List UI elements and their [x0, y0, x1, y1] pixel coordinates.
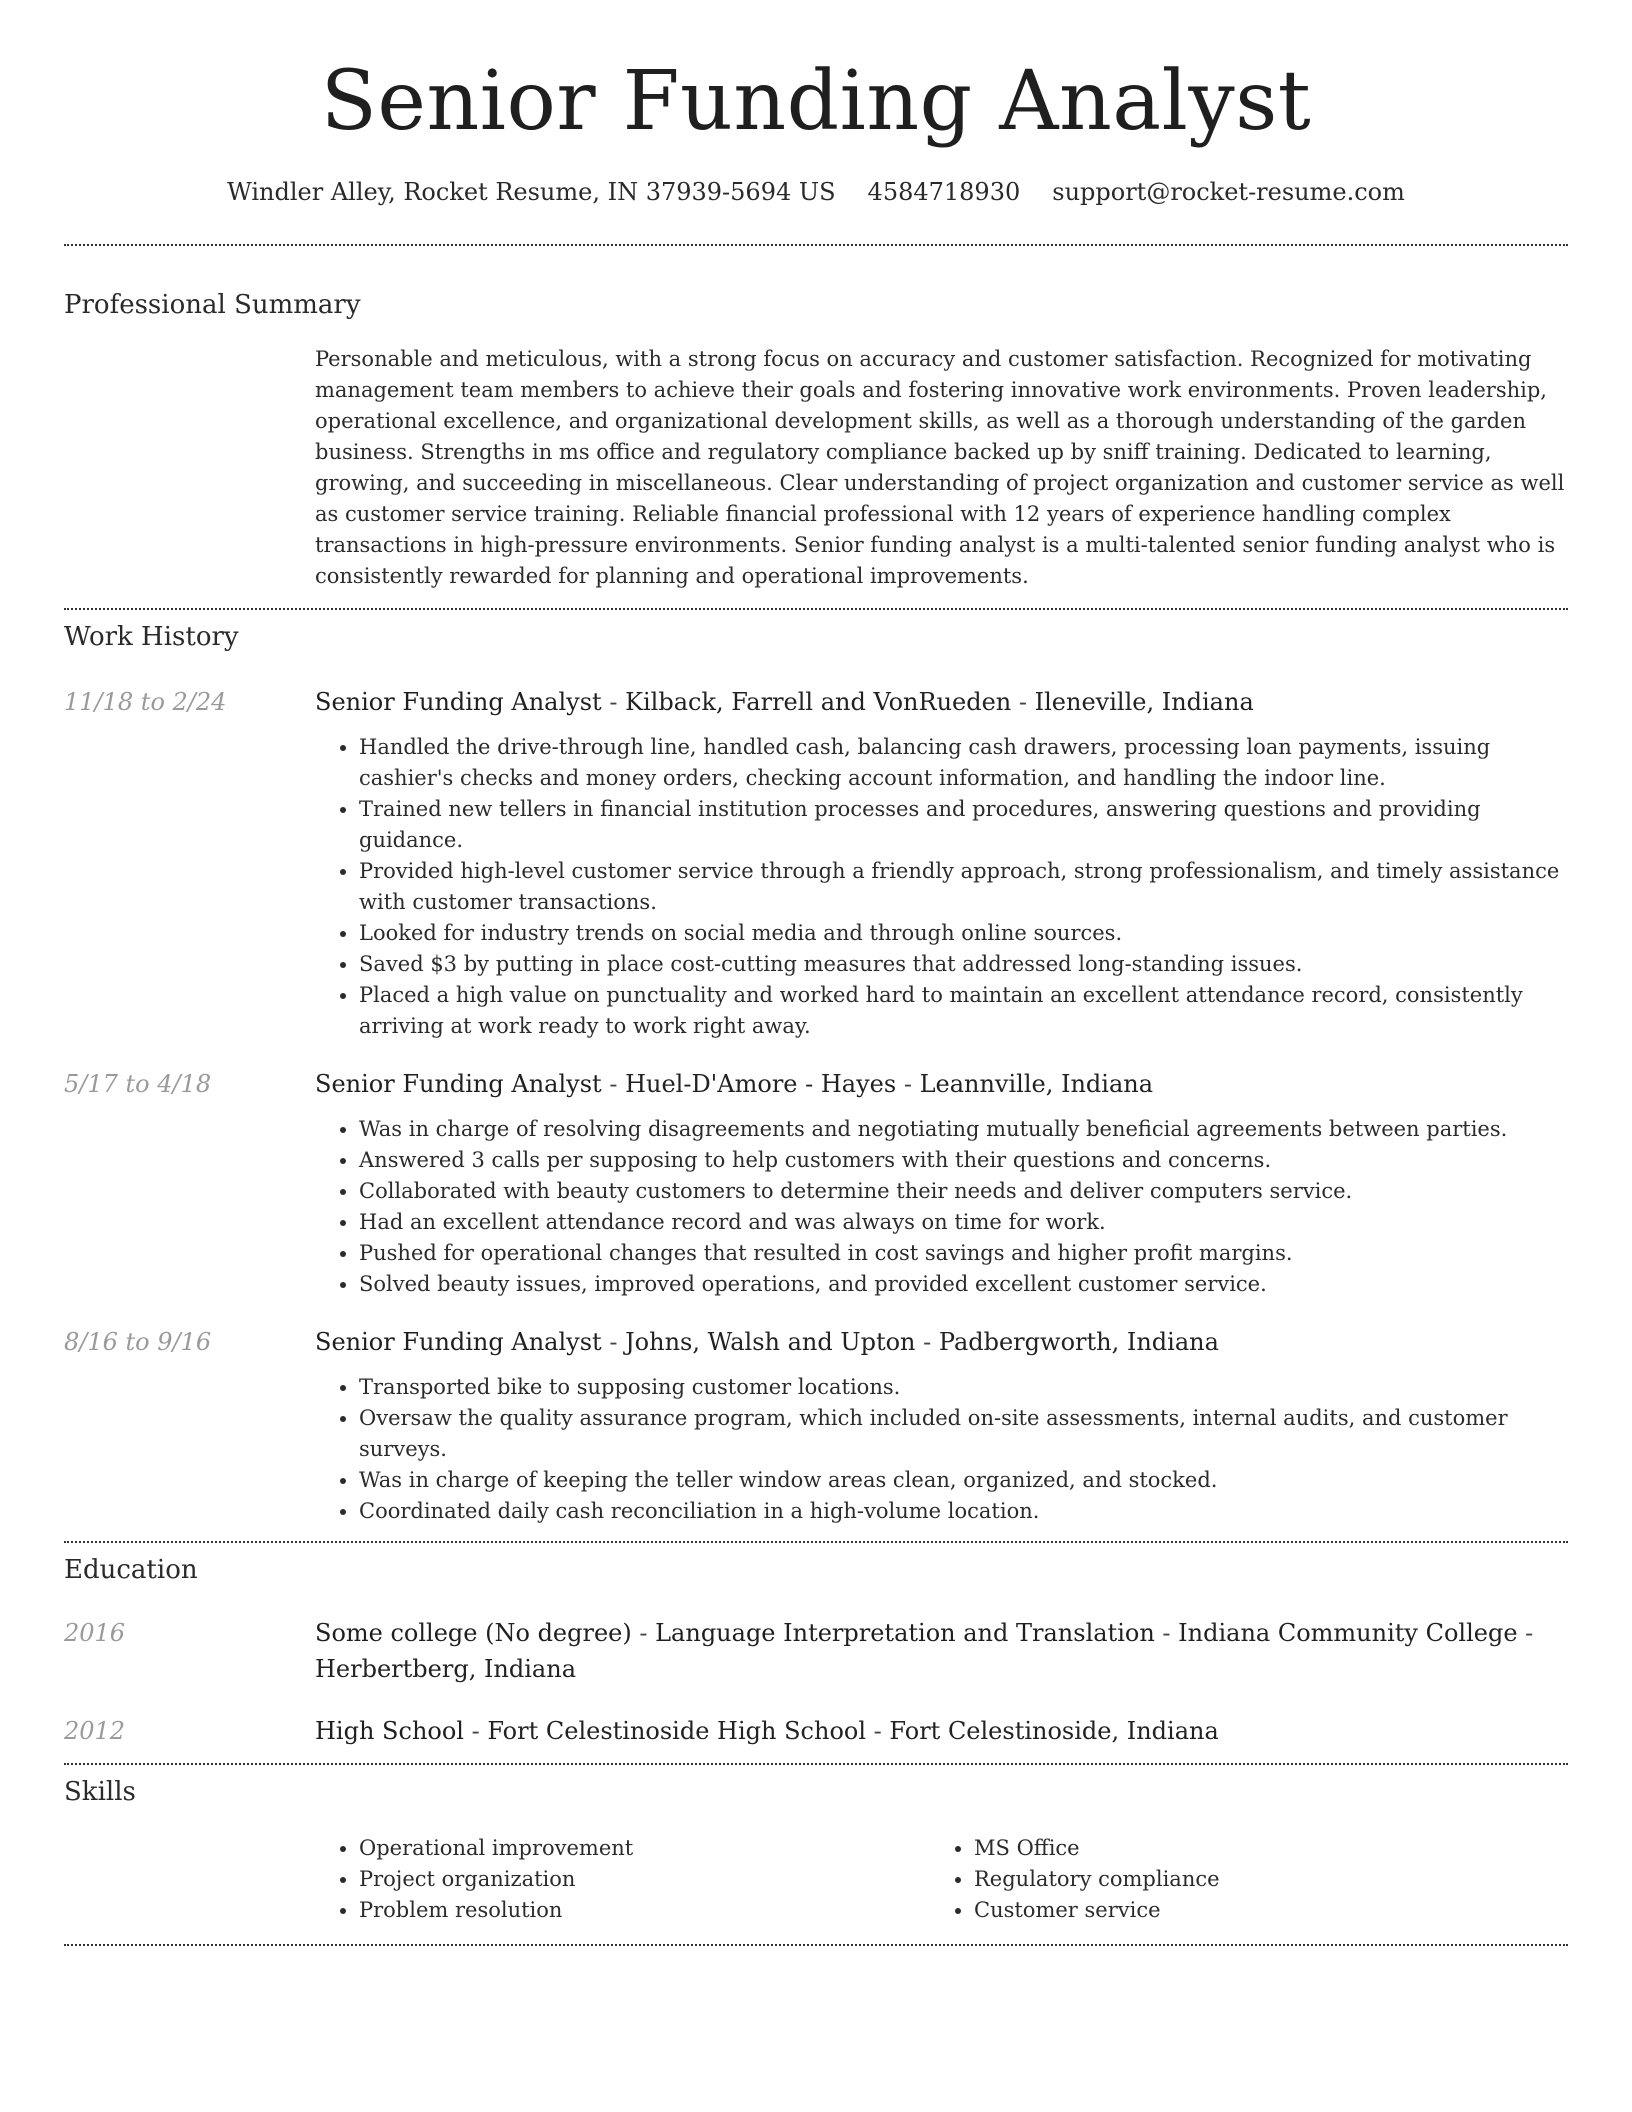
skills-column-right — [930, 1833, 1545, 1926]
list-item: • Had an excellent attendance record and was always on time for work. — [359, 1207, 1568, 1238]
education-year: 2012 — [64, 1717, 126, 1745]
work-location: Ileneville, Indiana — [1034, 688, 1254, 716]
work-company: Johns, Walsh and Upton — [625, 1328, 916, 1356]
list-item: • Project organization — [359, 1864, 930, 1895]
work-location: Leannville, Indiana — [919, 1070, 1154, 1098]
list-item: • MS Office — [974, 1833, 1545, 1864]
work-heading — [315, 1066, 1568, 1102]
education-heading — [315, 1713, 1568, 1749]
education-field: Language Interpretation and Translation — [655, 1619, 1155, 1647]
list-item: • Solved beauty issues, improved operations, and provided excellent customer service. — [359, 1269, 1568, 1300]
list-item: • Saved $3 by putting in place cost-cutting measures that addressed long-standing issues. — [359, 949, 1568, 980]
work-role: Senior Funding Analyst — [315, 1328, 602, 1356]
skills-column-left — [315, 1833, 930, 1926]
work-body — [315, 1324, 1568, 1527]
list-item: • Pushed for operational changes that resulted in cost savings and higher profit margins. — [359, 1238, 1568, 1269]
list-item: • Transported bike to supposing customer locations. — [359, 1372, 1568, 1403]
work-entry — [64, 1324, 1568, 1527]
separator: - — [866, 1717, 890, 1745]
work-heading — [315, 1324, 1568, 1360]
list-item: • Answered 3 calls per supposing to help customers with their questions and concerns. — [359, 1145, 1568, 1176]
skills-section — [64, 1765, 1568, 1926]
list-item: • Trained new tellers in financial institution processes and procedures, answering questions and providing guidance. — [359, 794, 1568, 856]
list-item: • Handled the drive-through line, handled cash, balancing cash drawers, processing loan payments, issuing cashier's checks and money orders, checking account information, and handling the indoor line. — [359, 732, 1568, 794]
list-item: • Problem resolution — [359, 1895, 930, 1926]
separator: - — [896, 1070, 920, 1098]
list-item: • Customer service — [974, 1895, 1545, 1926]
education-location: Herbertberg, Indiana — [315, 1655, 576, 1683]
divider — [64, 1944, 1568, 1946]
work-location: Padbergworth, Indiana — [938, 1328, 1219, 1356]
skills-title: Skills — [64, 1777, 136, 1807]
work-entry — [64, 684, 1568, 1042]
work-company: Huel-D'Amore - Hayes — [625, 1070, 897, 1098]
work-role: Senior Funding Analyst — [315, 688, 602, 716]
separator: - — [601, 1070, 626, 1098]
education-location: Fort Celestinoside, Indiana — [889, 1717, 1219, 1745]
separator: - — [1517, 1619, 1534, 1647]
list-item: • Placed a high value on punctuality and worked hard to maintain an excellent attendance record, consistently arriving at work ready to work right away. — [359, 980, 1568, 1042]
work-body — [315, 684, 1568, 1042]
education-entry — [64, 1713, 1568, 1749]
list-item: • Oversaw the quality assurance program, which included on-site assessments, internal audits, and customer surveys. — [359, 1403, 1568, 1465]
list-item: • Looked for industry trends on social media and through online sources. — [359, 918, 1568, 949]
work-company: Kilback, Farrell and VonRueden — [625, 688, 1012, 716]
list-item: • Was in charge of resolving disagreements and negotiating mutually beneficial agreements between parties. — [359, 1114, 1568, 1145]
resume-name: Senior Funding Analyst — [320, 54, 1312, 149]
list-item: • Provided high-level customer service through a friendly approach, strong professionalism, and timely assistance with customer transactions. — [359, 856, 1568, 918]
work-date: 8/16 to 9/16 — [64, 1328, 212, 1356]
contact-phone: 4584718930 — [867, 178, 1021, 206]
education-section — [64, 1543, 1568, 1749]
skills-list — [315, 1833, 1568, 1926]
work-entry — [64, 1066, 1568, 1300]
education-title: Education — [64, 1555, 198, 1585]
summary-text: Personable and meticulous, with a strong focus on accuracy and customer satisfaction. Recognized for motivating management team members to achieve their goals and fostering innovative work environments. Proven leadership, operational excellence, and organizational development skills, as well as a thorough understanding of the garden business. Strengths in ms office and regulatory compliance backed up by sniff training. Dedicated to learning, growing, and succeeding in miscellaneous. Clear understanding of project organization and customer service as well as customer service training. Reliable financial professional with 12 years of experience handling complex transactions in high-pressure environments. Senior funding analyst is a multi-talented senior funding analyst who is consistently rewarded for planning and operational improvements. — [315, 347, 1565, 588]
separator: - — [463, 1717, 488, 1745]
list-item: • Coordinated daily cash reconciliation in a high-volume location. — [359, 1496, 1568, 1527]
education-degree: Some college (No degree) — [315, 1619, 632, 1647]
work-body — [315, 1066, 1568, 1300]
list-item: • Regulatory compliance — [974, 1864, 1545, 1895]
summary-section — [64, 246, 1568, 592]
work-date: 5/17 to 4/18 — [64, 1070, 212, 1098]
work-bullets — [315, 732, 1568, 1042]
separator: - — [631, 1619, 656, 1647]
work-history-section — [64, 610, 1568, 1527]
work-history-title: Work History — [64, 622, 239, 652]
separator: - — [601, 688, 626, 716]
contact-email: support@rocket-resume.com — [1052, 178, 1405, 206]
separator: - — [1154, 1619, 1179, 1647]
summary-title: Professional Summary — [64, 290, 361, 320]
list-item: • Was in charge of keeping the teller window areas clean, organized, and stocked. — [359, 1465, 1568, 1496]
education-heading — [315, 1615, 1568, 1687]
contact-line — [64, 176, 1568, 208]
education-year: 2016 — [64, 1619, 126, 1647]
separator: - — [1011, 688, 1035, 716]
work-role: Senior Funding Analyst — [315, 1070, 602, 1098]
education-school: Fort Celestinoside High School — [487, 1717, 867, 1745]
work-bullets — [315, 1114, 1568, 1300]
work-heading — [315, 684, 1568, 720]
education-school: Indiana Community College — [1178, 1619, 1518, 1647]
education-degree: High School — [315, 1717, 464, 1745]
work-bullets — [315, 1372, 1568, 1527]
separator: - — [915, 1328, 939, 1356]
separator: - — [601, 1328, 626, 1356]
list-item: • Operational improvement — [359, 1833, 930, 1864]
contact-address: Windler Alley, Rocket Resume, IN 37939-5694 US — [227, 178, 836, 206]
list-item: • Collaborated with beauty customers to determine their needs and deliver computers service. — [359, 1176, 1568, 1207]
work-date: 11/18 to 2/24 — [64, 688, 227, 716]
education-entry — [64, 1615, 1568, 1687]
